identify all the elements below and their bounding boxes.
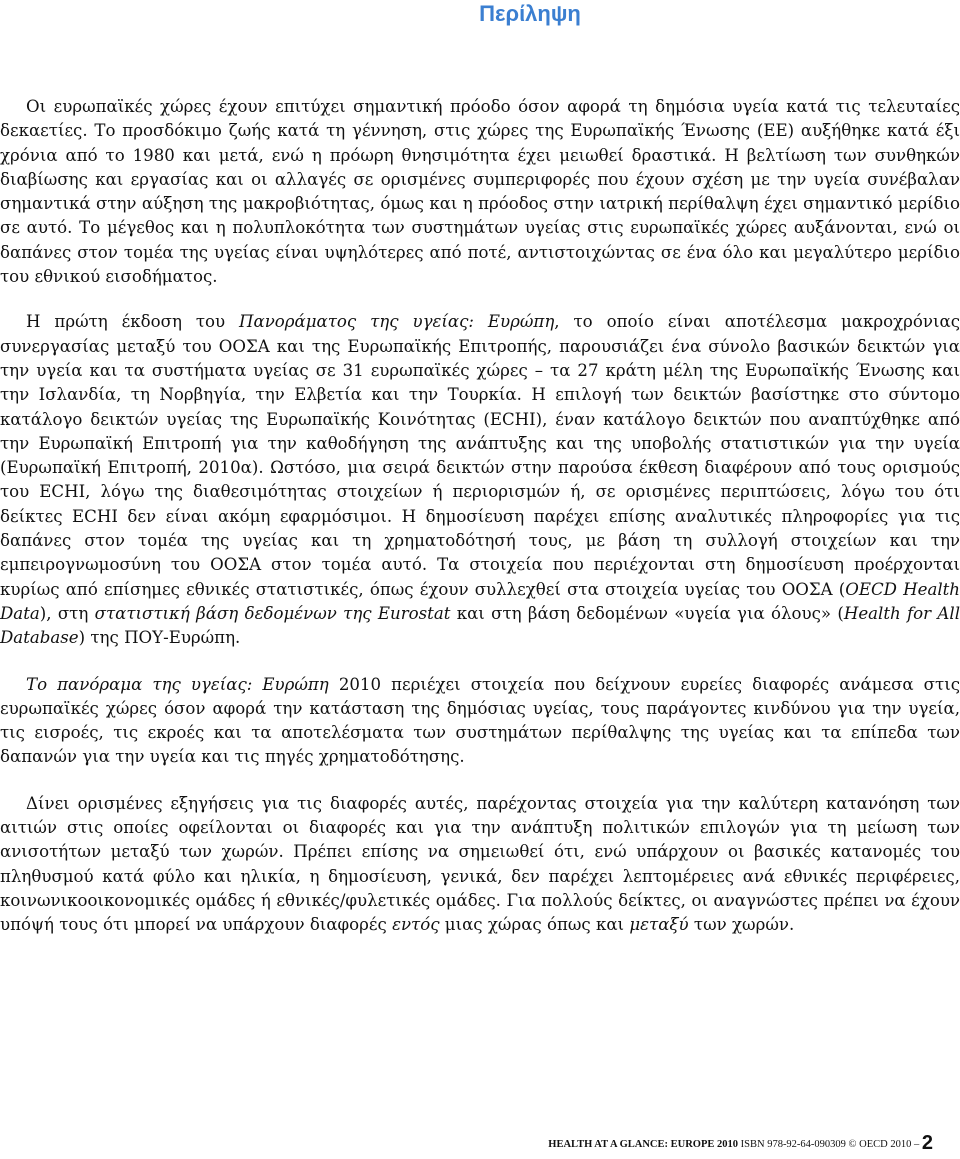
paragraph-4-text: των χωρών.: [688, 915, 795, 935]
paragraph-2-text: Η πρώτη έκδοση του: [26, 312, 240, 332]
paragraph-2-text: και στη βάση δεδομένων «υγεία για όλους» (: [450, 603, 844, 623]
oecd-health-data-italic: OECD Health Data: [0, 579, 960, 623]
paragraph-3: [0, 673, 960, 770]
paragraph-4-text: Δίνει ορισμένες εξηγήσεις για τις διαφορές αυτές, παρέχοντας στοιχεία για την καλύτερη κατανόηση των αιτιών στις οποίες οφείλονται οι διαφορές και για την ανάπτυξη πολιτικών επιλογών για τη μείωση των ανισοτήτων μεταξύ των χωρών. Πρέπει επίσης να σημειωθεί ότι, ενώ υπάρχουν οι βασικές κατανομές του πληθυσμού κατά φύλο και ηλικία, η δημοσίευση, γενικά, δεν παρέχει λεπτομέρειες ανά εθνικές περιφέρειες, κοινωνικοοικονομικές ομάδες ή εθνικές/φυλετικές ομάδες. Για πολλούς δείκτες, οι αναγνώστες πρέπει να έχουν υπόψή τους ότι μπορεί να υπάρχουν διαφορές: [0, 793, 960, 935]
report-title-italic: Πανοράματος της υγείας: Ευρώπη: [239, 312, 555, 332]
paragraph-4: [0, 792, 960, 938]
paragraph-1: Οι ευρωπαϊκές χώρες έχουν επιτύχει σημαντική πρόοδο όσον αφορά τη δημόσια υγεία κατά τις τελευταίες δεκαετίες. Το προσδόκιμο ζωής κατά τη γέννηση, στις χώρες της Ευρωπαϊκής Ένωσης (ΕΕ) αυξήθηκε κατά έξι χρόνια από το 1980 και μετά, ενώ η πρόωρη θνησιμότητα έχει μειωθεί δραστικά. Η βελτίωση των συνθηκών διαβίωσης και εργασίας και οι αλλαγές σε ορισμένες συμπεριφορές που έχουν σχέση με την υγεία συνέβαλαν σημαντικά στην αύξηση της μακροβιότητας, όμως και η πρόοδος στην ιατρική περίθαλψη έχει σημαντικό μερίδιο σε αυτό. Το μέγεθος και η πολυπλοκότητα των συστημάτων υγείας στις ευρωπαϊκές χώρες αυξάνονται, ενώ οι δαπάνες στον τομέα της υγείας είναι υψηλότερες από ποτέ, αντιστοιχώντας σε ένα όλο και μεγαλύτερο μερίδιο του εθνικού εισοδήματος.: [0, 97, 960, 287]
between-italic: μεταξύ: [629, 915, 689, 935]
page-number: 2: [921, 1132, 933, 1154]
paragraph-2-text: ) της ΠΟΥ-Ευρώπη.: [78, 628, 241, 648]
within-italic: εντός: [392, 915, 440, 935]
eurostat-database-italic: στατιστική βάση δεδομένων της Eurostat: [94, 603, 451, 623]
paragraph-2-text: , το οποίο είναι αποτέλεσμα μακροχρόνιας συνεργασίας μεταξύ του ΟΟΣΑ και της Ευρωπαϊκής Επιτροπής, παρουσιάζει ένα σύνολο βασικών δεικτών για την υγεία και τα συστήματα υγείας σε 31 ευρωπαϊκές χώρες – τα 27 κράτη μέλη της Ευρωπαϊκής Ένωσης και την Ισλανδία, τη Νορβηγία, την Ελβετία και την Τουρκία. Η επιλογή των δεικτών βασίστηκε στο σύντομο κατάλογο δεικτών υγείας της Ευρωπαϊκής Κοινότητας (ECHI), έναν κατάλογο δεικτών που αναπτύχθηκε από την Ευρωπαϊκή Επιτροπή για την καθοδήγηση της ανάπτυξης και της υποβολής στατιστικών για την υγεία (Ευρωπαϊκή Επιτροπή, 2010α). Ωστόσο, μια σειρά δεικτών στην παρούσα έκθεση διαφέρουν από τους ορισμούς του ECHI, λόγω της διαθεσιμότητας στοιχείων ή περιορισμών ή, σε ορισμένες περιπτώσεις, λόγω του ότι δείκτες ECHI δεν είναι ακόμη εφαρμόσιμοι. Η δημοσίευση παρέχει επίσης αναλυτικές πληροφορίες για τις δαπάνες στον τομέα της υγείας και τη χρηματοδότησή τους, με βάση τη συλλογή στοιχείων και την εμπειρογνωμοσύνη του ΟΟΣΑ στον τομέα αυτό. Τα στοιχεία που περιέχονται στη δημοσίευση προέρχονται κυρίως από επίσημες εθνικές στατιστικές, όπως έχουν συλλεχθεί στα στοιχεία υγείας του ΟΟΣΑ (: [0, 312, 960, 599]
paragraph-2-text: ), στη: [39, 603, 95, 623]
report-title-italic: Το πανόραμα της υγείας: Ευρώπη: [26, 674, 329, 694]
paragraph-4-text: μιας χώρας όπως και: [439, 915, 630, 935]
page-footer: [548, 1133, 933, 1155]
footer-isbn-copyright: ISBN 978-92-64-090309 © OECD 2010 –: [738, 1139, 920, 1150]
page-title: Περίληψη: [479, 1, 581, 26]
paragraph-2: [0, 310, 960, 650]
paragraph-3-text: 2010 περιέχει στοιχεία που δείχνουν ευρείες διαφορές ανάμεσα στις ευρωπαϊκές χώρες όσον αφορά την κατάσταση της δημόσιας υγείας, τους παράγοντες κινδύνου για την υγεία, τις εισροές, τις εκροές και τα αποτελέσματα των συστημάτων περίθαλψης της υγείας και τα επίπεδα των δαπανών για την υγεία και τις πηγές χρηματοδότησης.: [0, 674, 960, 767]
footer-publication: HEALTH AT A GLANCE: EUROPE 2010: [548, 1139, 739, 1150]
summary-body: [0, 95, 960, 938]
health-for-all-italic: Health for All Database: [0, 603, 960, 648]
